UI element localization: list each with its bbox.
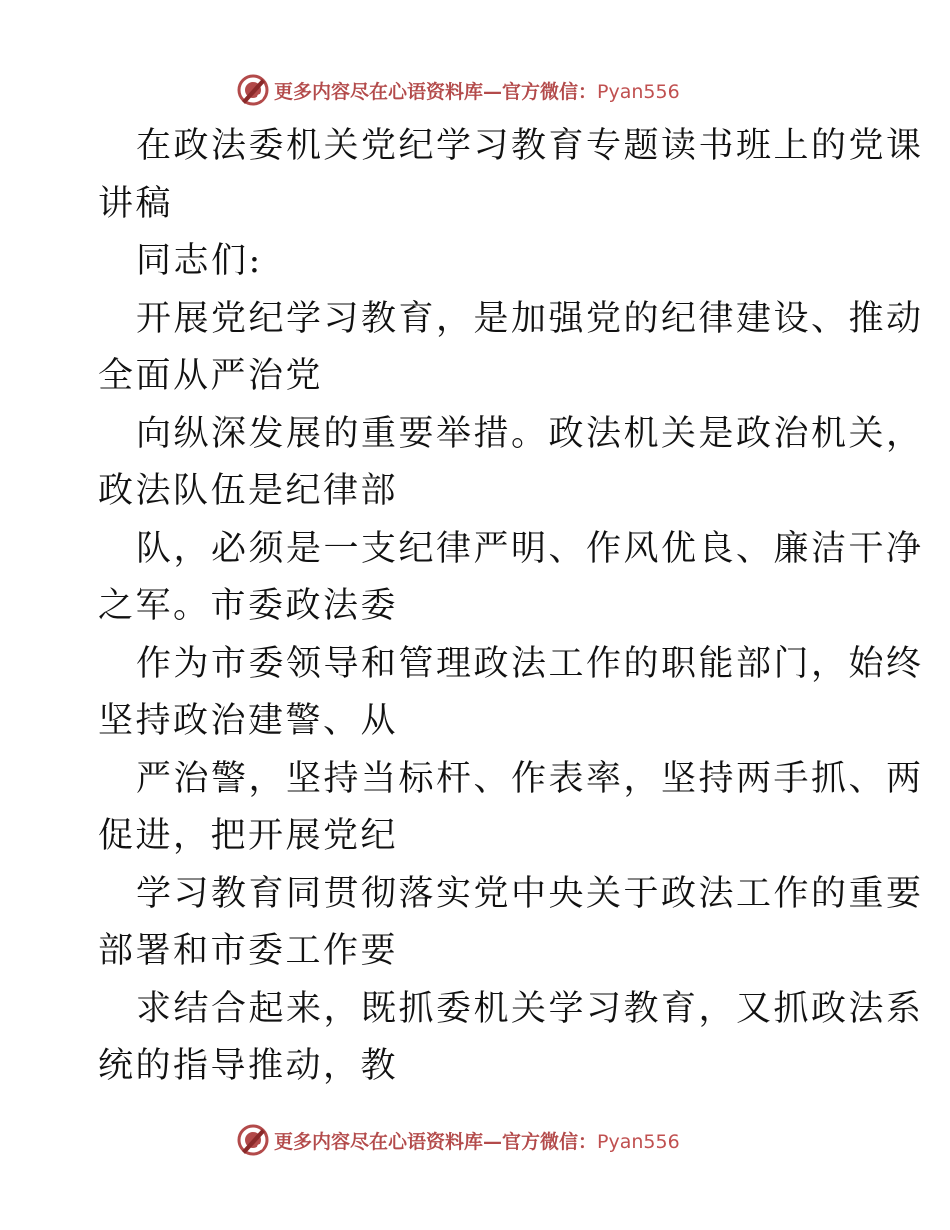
text-line: 全面从严治党 bbox=[98, 356, 324, 396]
footer-watermark bbox=[236, 1120, 680, 1160]
text-line: 之军。市委政法委 bbox=[98, 586, 399, 626]
text-line: 学习教育同贯彻落实党中央关于政法工作的重要 bbox=[136, 873, 924, 914]
text-line: 严治警，坚持当标杆、作表率，坚持两手抓、两 bbox=[136, 758, 924, 799]
pen-seal-icon bbox=[236, 73, 270, 107]
text-line: 坚持政治建警、从 bbox=[98, 701, 399, 741]
text-line: 开展党纪学习教育，是加强党的纪律建设、推动 bbox=[136, 298, 924, 339]
text-line: 讲稿 bbox=[98, 183, 174, 224]
text-line: 政法队伍是纪律部 bbox=[98, 471, 399, 511]
text-line: 在政法委机关党纪学习教育专题读书班上的党课 bbox=[136, 126, 924, 166]
text-line: 统的指导推动，教 bbox=[98, 1046, 399, 1086]
watermark-text: 更多内容尽在心语资料库—官方微信：Pyan556 bbox=[274, 1130, 680, 1153]
document-body bbox=[98, 118, 924, 1096]
text-line: 作为市委领导和管理政法工作的职能部门，始终 bbox=[136, 643, 924, 684]
header-watermark bbox=[236, 70, 680, 110]
pen-seal-icon bbox=[236, 1123, 270, 1157]
text-line: 促进，把开展党纪 bbox=[98, 816, 399, 856]
text-line: 部署和市委工作要 bbox=[98, 931, 399, 971]
text-line: 求结合起来，既抓委机关学习教育，又抓政法系 bbox=[136, 988, 924, 1029]
watermark-text: 更多内容尽在心语资料库—官方微信：Pyan556 bbox=[274, 80, 680, 103]
text-line: 同志们: bbox=[136, 241, 263, 281]
text-line: 向纵深发展的重要举措。政法机关是政治机关， bbox=[136, 413, 924, 454]
text-line: 队，必须是一支纪律严明、作风优良、廉洁干净 bbox=[136, 528, 924, 569]
